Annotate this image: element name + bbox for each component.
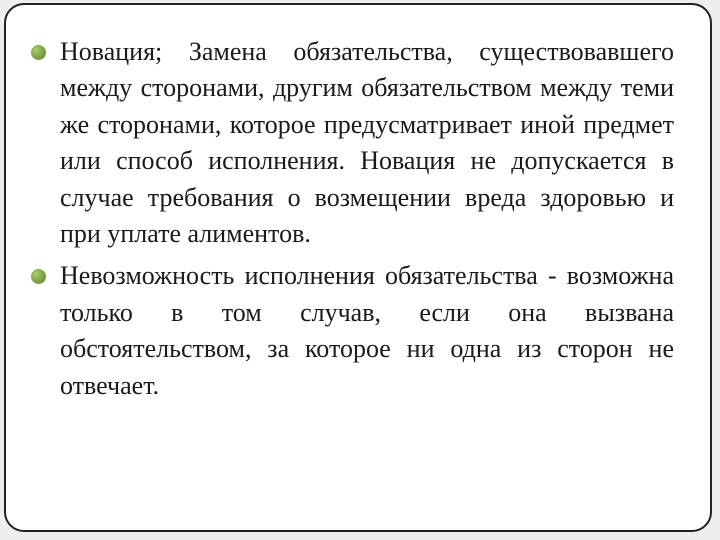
bullet-item-novation <box>28 34 674 252</box>
slide-frame <box>4 3 712 532</box>
bullet-text-impossibility: Невозможность исполнения обязательства - возможна только в том случав, если она вызвана обстоятельством, за которое ни одна из сторон не отвечает. <box>60 261 674 400</box>
bullet-dot-icon <box>31 269 46 284</box>
bullet-text-novation: Новация; Замена обязательства, существовавшего между сторонами, другим обязательством между теми же сторонами, которое предусматривает иной предмет или способ исполнения. Новация не допускается в случае требования о возмещении вреда здоровью и при уплате алиментов. <box>60 37 674 249</box>
slide-content <box>28 34 674 404</box>
bullet-item-impossibility <box>28 258 674 404</box>
bullet-dot-icon <box>31 45 46 60</box>
